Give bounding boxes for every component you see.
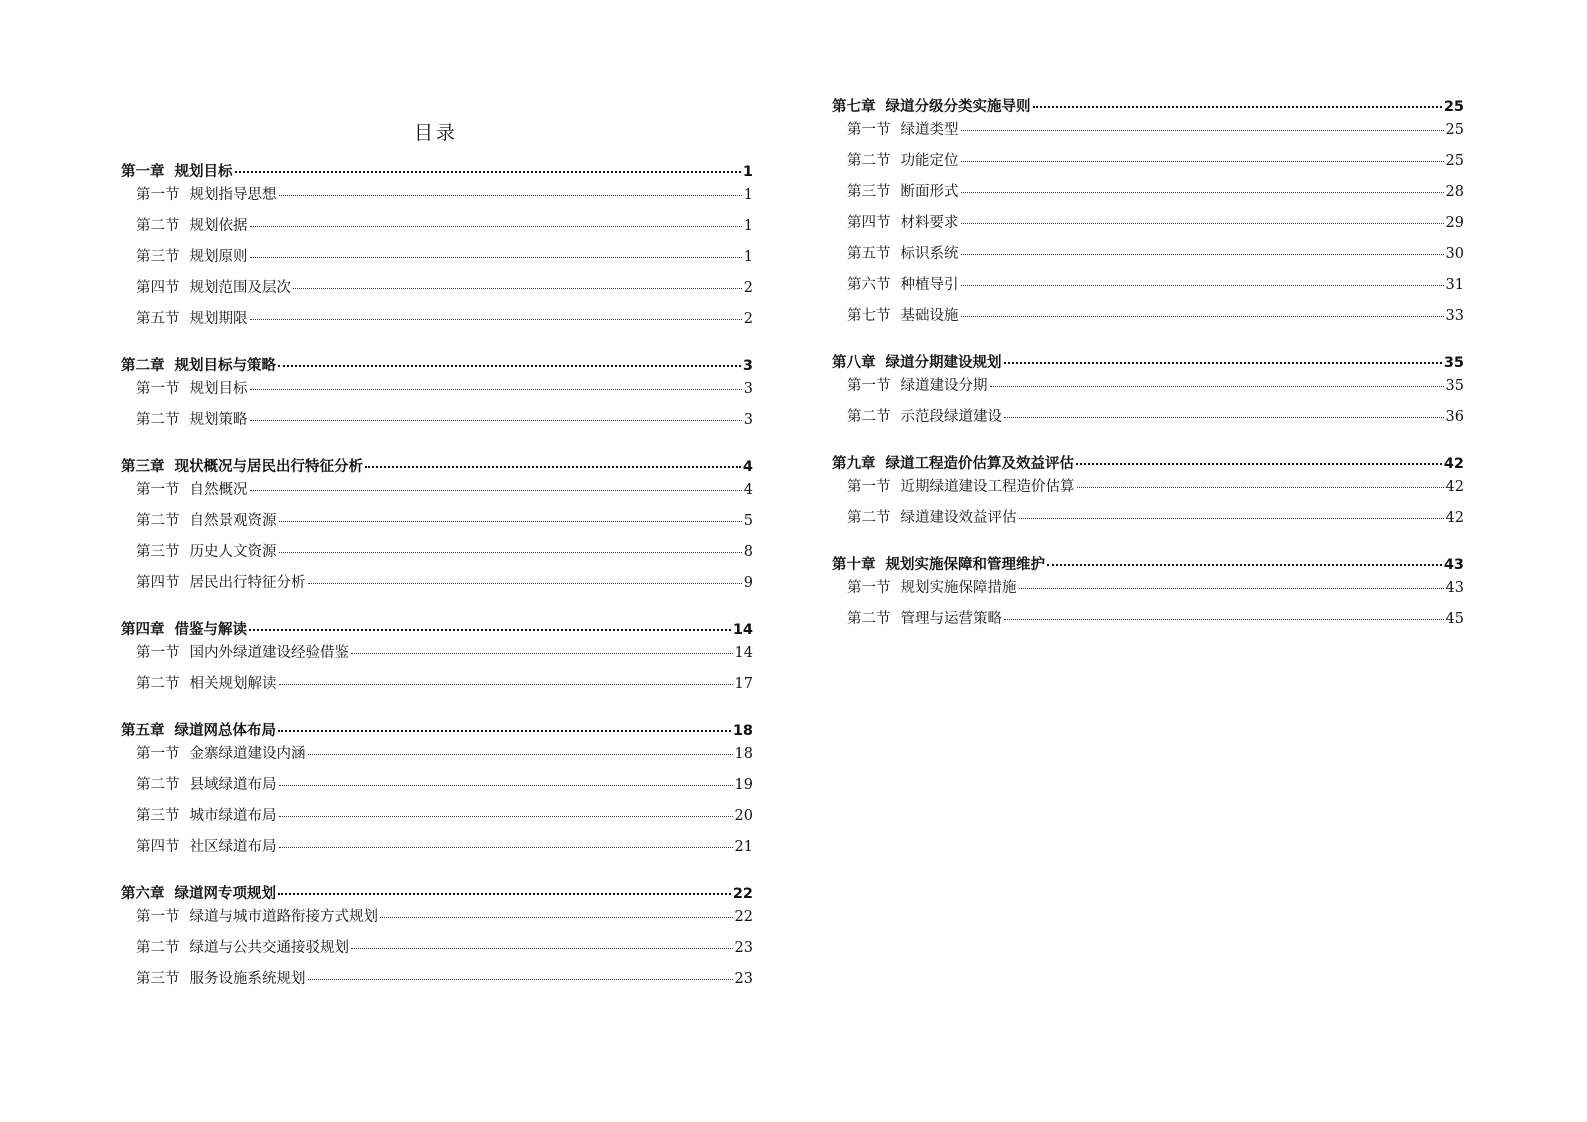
dot-leader	[250, 257, 742, 258]
toc-section-entry[interactable]	[832, 475, 1464, 506]
chapter-title: 绿道网专项规划	[174, 886, 276, 902]
dot-leader	[308, 754, 733, 755]
section-title: 历史人文资源	[189, 544, 277, 560]
section-number: 第四节	[847, 215, 891, 231]
dot-leader	[961, 161, 1444, 162]
section-page-number: 28	[1445, 184, 1464, 200]
toc-section-entry[interactable]	[832, 149, 1464, 180]
section-page-number: 14	[734, 645, 753, 661]
section-title: 规划指导思想	[189, 187, 277, 203]
chapter-page-number: 18	[732, 723, 753, 739]
section-page-number: 36	[1445, 409, 1464, 425]
dot-leader	[1047, 564, 1442, 566]
section-number: 第四节	[136, 280, 180, 296]
dot-leader	[961, 254, 1444, 255]
section-number: 第一节	[847, 580, 891, 596]
section-title: 规划范围及层次	[189, 280, 291, 296]
toc-chapter-entry[interactable]	[121, 618, 753, 641]
toc-section-entry[interactable]	[832, 118, 1464, 149]
dot-leader	[1004, 417, 1444, 418]
toc-section-entry[interactable]	[121, 276, 753, 307]
section-page-number: 29	[1445, 215, 1464, 231]
dot-leader	[278, 730, 731, 732]
section-page-number: 20	[734, 808, 753, 824]
section-number: 第六节	[847, 277, 891, 293]
section-title: 示范段绿道建设	[900, 409, 1002, 425]
section-page-number: 2	[743, 280, 753, 296]
section-title: 标识系统	[900, 246, 959, 262]
chapter-title: 现状概况与居民出行特征分析	[174, 459, 363, 475]
toc-right-column	[832, 95, 1464, 638]
section-title: 金寨绿道建设内涵	[189, 746, 306, 762]
section-number: 第二节	[847, 153, 891, 169]
toc-section-entry[interactable]	[121, 641, 753, 672]
toc-section-entry[interactable]	[832, 576, 1464, 607]
dot-leader	[308, 979, 733, 980]
toc-section-entry[interactable]	[832, 304, 1464, 335]
section-page-number: 33	[1445, 308, 1464, 324]
section-number: 第一节	[136, 909, 180, 925]
section-number: 第一节	[136, 482, 180, 498]
dot-leader	[365, 466, 741, 468]
chapter-number: 第三章	[121, 459, 165, 475]
dot-leader	[961, 223, 1444, 224]
section-page-number: 1	[743, 187, 753, 203]
section-title: 规划依据	[189, 218, 248, 234]
section-title: 规划原则	[189, 249, 248, 265]
chapter-number: 第五章	[121, 723, 165, 739]
chapter-number: 第六章	[121, 886, 165, 902]
chapter-number: 第十章	[832, 557, 876, 573]
section-title: 绿道与城市道路衔接方式规划	[189, 909, 378, 925]
section-title: 绿道与公共交通接驳规划	[189, 940, 349, 956]
section-number: 第二节	[847, 510, 891, 526]
section-title: 规划实施保障措施	[900, 580, 1017, 596]
section-title: 绿道类型	[900, 122, 959, 138]
section-page-number: 43	[1445, 580, 1464, 596]
section-number: 第五节	[847, 246, 891, 262]
section-number: 第一节	[136, 645, 180, 661]
section-title: 管理与运营策略	[900, 611, 1002, 627]
dot-leader	[1004, 362, 1442, 364]
section-title: 规划期限	[189, 311, 248, 327]
chapter-title: 规划目标与策略	[174, 358, 276, 374]
dot-leader	[1077, 487, 1444, 488]
toc-section-entry[interactable]	[121, 540, 753, 571]
dot-leader	[250, 389, 742, 390]
section-number: 第七节	[847, 308, 891, 324]
toc-section-entry[interactable]	[121, 967, 753, 998]
toc-section-entry[interactable]	[121, 571, 753, 602]
section-number: 第一节	[136, 187, 180, 203]
chapter-page-number: 4	[742, 459, 753, 475]
section-number: 第一节	[847, 122, 891, 138]
section-page-number: 31	[1445, 277, 1464, 293]
chapter-number: 第九章	[832, 456, 876, 472]
section-page-number: 1	[743, 218, 753, 234]
section-title: 近期绿道建设工程造价估算	[900, 479, 1075, 495]
section-number: 第二节	[847, 611, 891, 627]
toc-section-entry[interactable]	[121, 214, 753, 245]
section-title: 材料要求	[900, 215, 959, 231]
chapter-number: 第八章	[832, 355, 876, 371]
section-page-number: 5	[743, 513, 753, 529]
section-number: 第四节	[136, 575, 180, 591]
toc-section-entry[interactable]	[832, 405, 1464, 436]
toc-title: 目录	[414, 122, 459, 144]
dot-leader	[961, 192, 1444, 193]
chapter-title: 绿道工程造价估算及效益评估	[885, 456, 1074, 472]
section-title: 绿道建设效益评估	[900, 510, 1017, 526]
toc-section-entry[interactable]	[832, 180, 1464, 211]
dot-leader	[1076, 463, 1442, 465]
section-title: 规划策略	[189, 412, 248, 428]
dot-leader	[1019, 588, 1444, 589]
toc-section-entry[interactable]	[121, 742, 753, 773]
toc-section-entry[interactable]	[121, 245, 753, 276]
dot-leader	[351, 948, 733, 949]
dot-leader	[351, 653, 733, 654]
chapter-title: 借鉴与解读	[174, 622, 247, 638]
toc-section-entry[interactable]	[121, 773, 753, 804]
section-page-number: 17	[734, 676, 753, 692]
chapter-title: 绿道分级分类实施导则	[885, 99, 1031, 115]
chapter-page-number: 22	[732, 886, 753, 902]
section-page-number: 25	[1445, 153, 1464, 169]
dot-leader	[279, 684, 733, 685]
section-page-number: 9	[743, 575, 753, 591]
section-number: 第一节	[847, 479, 891, 495]
chapter-number: 第一章	[121, 164, 165, 180]
section-title: 自然景观资源	[189, 513, 277, 529]
toc-section-entry[interactable]	[121, 408, 753, 439]
toc-section-entry[interactable]	[121, 478, 753, 509]
dot-leader	[279, 195, 742, 196]
toc-chapter-entry[interactable]	[832, 95, 1464, 118]
section-number: 第三节	[136, 544, 180, 560]
toc-section-entry[interactable]	[832, 374, 1464, 405]
dot-leader	[380, 917, 733, 918]
section-title: 功能定位	[900, 153, 959, 169]
toc-section-entry[interactable]	[832, 211, 1464, 242]
dot-leader	[990, 386, 1444, 387]
section-page-number: 3	[743, 412, 753, 428]
dot-leader	[250, 490, 742, 491]
toc-chapter-entry[interactable]	[121, 354, 753, 377]
toc-section-entry[interactable]	[121, 377, 753, 408]
chapter-number: 第二章	[121, 358, 165, 374]
dot-leader	[308, 583, 742, 584]
section-number: 第一节	[136, 746, 180, 762]
section-number: 第三节	[136, 971, 180, 987]
dot-leader	[250, 226, 742, 227]
toc-section-entry[interactable]	[121, 672, 753, 703]
dot-leader	[293, 288, 742, 289]
section-page-number: 23	[734, 940, 753, 956]
section-number: 第二节	[136, 940, 180, 956]
dot-leader	[278, 893, 731, 895]
toc-chapter-entry[interactable]	[832, 351, 1464, 374]
dot-leader	[961, 130, 1444, 131]
section-page-number: 19	[734, 777, 753, 793]
dot-leader	[961, 316, 1444, 317]
toc-section-entry[interactable]	[121, 936, 753, 967]
dot-leader	[279, 785, 733, 786]
section-number: 第四节	[136, 839, 180, 855]
section-page-number: 35	[1445, 378, 1464, 394]
dot-leader	[1004, 619, 1444, 620]
section-title: 社区绿道布局	[189, 839, 277, 855]
section-title: 规划目标	[189, 381, 248, 397]
toc-section-entry[interactable]	[121, 804, 753, 835]
section-title: 基础设施	[900, 308, 959, 324]
section-number: 第二节	[136, 412, 180, 428]
chapter-number: 第四章	[121, 622, 165, 638]
section-number: 第二节	[136, 777, 180, 793]
toc-chapter-entry[interactable]	[832, 553, 1464, 576]
toc-chapter-entry[interactable]	[121, 719, 753, 742]
section-page-number: 4	[743, 482, 753, 498]
toc-chapter-entry[interactable]	[121, 882, 753, 905]
section-title: 国内外绿道建设经验借鉴	[189, 645, 349, 661]
section-number: 第三节	[136, 249, 180, 265]
toc-section-entry[interactable]	[832, 506, 1464, 537]
dot-leader	[961, 285, 1444, 286]
section-title: 城市绿道布局	[189, 808, 277, 824]
dot-leader	[279, 552, 742, 553]
section-title: 居民出行特征分析	[189, 575, 306, 591]
chapter-title: 绿道分期建设规划	[885, 355, 1002, 371]
dot-leader	[279, 847, 733, 848]
section-page-number: 8	[743, 544, 753, 560]
toc-left-column	[121, 160, 753, 998]
section-number: 第五节	[136, 311, 180, 327]
toc-section-entry[interactable]	[121, 307, 753, 338]
section-page-number: 3	[743, 381, 753, 397]
toc-section-entry[interactable]	[121, 509, 753, 540]
chapter-page-number: 35	[1443, 355, 1464, 371]
section-page-number: 18	[734, 746, 753, 762]
chapter-page-number: 3	[742, 358, 753, 374]
section-page-number: 45	[1445, 611, 1464, 627]
section-page-number: 30	[1445, 246, 1464, 262]
chapter-page-number: 43	[1443, 557, 1464, 573]
chapter-title: 规划实施保障和管理维护	[885, 557, 1045, 573]
dot-leader	[250, 319, 742, 320]
section-page-number: 2	[743, 311, 753, 327]
toc-chapter-entry[interactable]	[832, 452, 1464, 475]
section-title: 自然概况	[189, 482, 248, 498]
section-number: 第一节	[847, 378, 891, 394]
section-page-number: 42	[1445, 510, 1464, 526]
chapter-title: 规划目标	[174, 164, 233, 180]
dot-leader	[235, 171, 741, 173]
chapter-page-number: 14	[732, 622, 753, 638]
section-title: 服务设施系统规划	[189, 971, 306, 987]
section-page-number: 42	[1445, 479, 1464, 495]
toc-section-entry[interactable]	[121, 183, 753, 214]
chapter-page-number: 25	[1443, 99, 1464, 115]
chapter-number: 第七章	[832, 99, 876, 115]
toc-chapter-entry[interactable]	[121, 160, 753, 183]
section-number: 第二节	[136, 513, 180, 529]
section-number: 第三节	[847, 184, 891, 200]
dot-leader	[1033, 106, 1442, 108]
dot-leader	[249, 629, 731, 631]
toc-section-entry[interactable]	[121, 835, 753, 866]
dot-leader	[278, 365, 741, 367]
toc-chapter-entry[interactable]	[121, 455, 753, 478]
toc-section-entry[interactable]	[832, 607, 1464, 638]
section-page-number: 21	[734, 839, 753, 855]
section-title: 绿道建设分期	[900, 378, 988, 394]
section-number: 第二节	[847, 409, 891, 425]
dot-leader	[279, 816, 733, 817]
dot-leader	[279, 521, 742, 522]
section-page-number: 1	[743, 249, 753, 265]
chapter-page-number: 1	[742, 164, 753, 180]
section-page-number: 25	[1445, 122, 1464, 138]
section-title: 相关规划解读	[189, 676, 277, 692]
section-number: 第一节	[136, 381, 180, 397]
section-number: 第二节	[136, 676, 180, 692]
section-page-number: 23	[734, 971, 753, 987]
section-title: 县域绿道布局	[189, 777, 277, 793]
section-number: 第三节	[136, 808, 180, 824]
section-number: 第二节	[136, 218, 180, 234]
dot-leader	[1019, 518, 1444, 519]
dot-leader	[250, 420, 742, 421]
section-page-number: 22	[734, 909, 753, 925]
section-title: 种植导引	[900, 277, 959, 293]
toc-section-entry[interactable]	[121, 905, 753, 936]
toc-section-entry[interactable]	[832, 242, 1464, 273]
section-title: 断面形式	[900, 184, 959, 200]
toc-section-entry[interactable]	[832, 273, 1464, 304]
chapter-page-number: 42	[1443, 456, 1464, 472]
chapter-title: 绿道网总体布局	[174, 723, 276, 739]
